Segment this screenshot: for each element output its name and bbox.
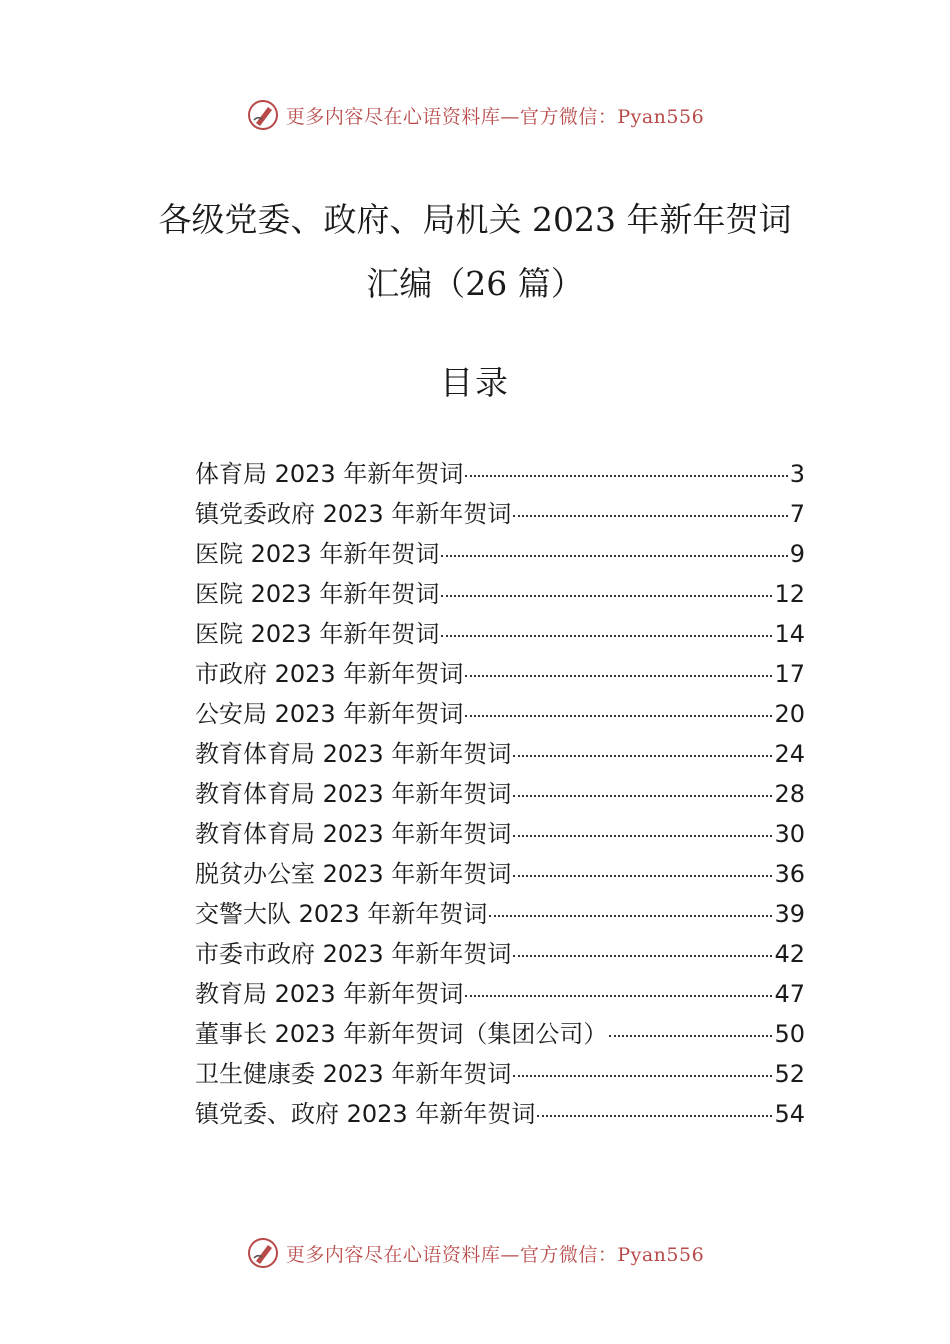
toc-entry-title: 医院 2023 年新年贺词 [195, 580, 440, 608]
toc-dot-leader [441, 635, 772, 637]
toc-entry-title: 公安局 2023 年新年贺词 [195, 700, 464, 728]
toc-entry-page: 36 [774, 860, 805, 888]
toc-dot-leader [465, 715, 772, 717]
toc-dot-leader [609, 1035, 772, 1037]
toc-dot-leader [441, 595, 772, 597]
toc-entry-title: 体育局 2023 年新年贺词 [195, 460, 464, 488]
toc-entry[interactable] [195, 894, 805, 934]
pen-nib-logo-icon [246, 98, 280, 132]
toc-entry[interactable] [195, 854, 805, 894]
pen-nib-logo-icon [246, 1236, 280, 1270]
toc-entry[interactable] [195, 494, 805, 534]
toc-entry-page: 30 [774, 820, 805, 848]
toc-entry-title: 市委市政府 2023 年新年贺词 [195, 940, 512, 968]
toc-entry-title: 医院 2023 年新年贺词 [195, 540, 440, 568]
toc-entry-title: 医院 2023 年新年贺词 [195, 620, 440, 648]
toc-entry-page: 17 [774, 660, 805, 688]
toc-entry[interactable] [195, 614, 805, 654]
toc-dot-leader [513, 955, 772, 957]
toc-entry-title: 脱贫办公室 2023 年新年贺词 [195, 860, 512, 888]
toc-entry[interactable] [195, 1014, 805, 1054]
toc-entry-page: 9 [789, 540, 805, 568]
toc-entry-title: 教育体育局 2023 年新年贺词 [195, 820, 512, 848]
toc-entry[interactable] [195, 454, 805, 494]
toc-heading: 目录 [440, 363, 510, 402]
toc-entry-page: 54 [774, 1100, 805, 1128]
toc-entry-page: 39 [774, 900, 805, 928]
toc-entry-page: 42 [774, 940, 805, 968]
toc-dot-leader [537, 1115, 772, 1117]
header-banner [0, 95, 950, 135]
toc-dot-leader [513, 875, 772, 877]
toc-entry-title: 镇党委、政府 2023 年新年贺词 [195, 1100, 536, 1128]
toc-entry-page: 28 [774, 780, 805, 808]
toc-entry-title: 市政府 2023 年新年贺词 [195, 660, 464, 688]
toc-entry[interactable] [195, 1094, 805, 1134]
toc-dot-leader [465, 675, 772, 677]
toc-entry-title: 卫生健康委 2023 年新年贺词 [195, 1060, 512, 1088]
toc-entry[interactable] [195, 974, 805, 1014]
toc-entry-page: 14 [774, 620, 805, 648]
toc-entry[interactable] [195, 734, 805, 774]
toc-entry-page: 24 [774, 740, 805, 768]
footer-banner [0, 1233, 950, 1273]
toc-entry-title: 董事长 2023 年新年贺词（集团公司） [195, 1020, 608, 1048]
toc-dot-leader [441, 555, 787, 557]
document-title-line-1: 各级党委、政府、局机关 2023 年新年贺词 [158, 200, 792, 239]
toc-entry-page: 50 [774, 1020, 805, 1048]
document-title-line-2: 汇编（26 篇） [366, 264, 584, 303]
banner-text: 更多内容尽在心语资料库—官方微信：Pyan556 [285, 105, 705, 128]
toc-entry[interactable] [195, 934, 805, 974]
toc-entry[interactable] [195, 534, 805, 574]
toc-dot-leader [513, 1075, 772, 1077]
toc-entry[interactable] [195, 654, 805, 694]
toc-entry[interactable] [195, 774, 805, 814]
toc-entry-page: 52 [774, 1060, 805, 1088]
toc-entry-page: 12 [774, 580, 805, 608]
toc-entry-page: 20 [774, 700, 805, 728]
toc-entry-title: 教育体育局 2023 年新年贺词 [195, 740, 512, 768]
toc-dot-leader [513, 835, 772, 837]
toc-entry-page: 47 [774, 980, 805, 1008]
toc-entry-page: 7 [789, 500, 805, 528]
toc-dot-leader [513, 795, 772, 797]
toc-entry[interactable] [195, 694, 805, 734]
toc-entry-title: 教育局 2023 年新年贺词 [195, 980, 464, 1008]
toc-dot-leader [513, 755, 772, 757]
toc-entry-page: 3 [789, 460, 805, 488]
toc-entry-title: 交警大队 2023 年新年贺词 [195, 900, 488, 928]
toc-dot-leader [489, 915, 772, 917]
toc-entry[interactable] [195, 574, 805, 614]
toc-entry[interactable] [195, 814, 805, 854]
toc-entry[interactable] [195, 1054, 805, 1094]
toc-entry-title: 教育体育局 2023 年新年贺词 [195, 780, 512, 808]
table-of-contents [195, 454, 805, 1134]
toc-dot-leader [465, 475, 787, 477]
toc-dot-leader [513, 515, 787, 517]
toc-entry-title: 镇党委政府 2023 年新年贺词 [195, 500, 512, 528]
toc-dot-leader [465, 995, 772, 997]
banner-text: 更多内容尽在心语资料库—官方微信：Pyan556 [285, 1243, 705, 1266]
